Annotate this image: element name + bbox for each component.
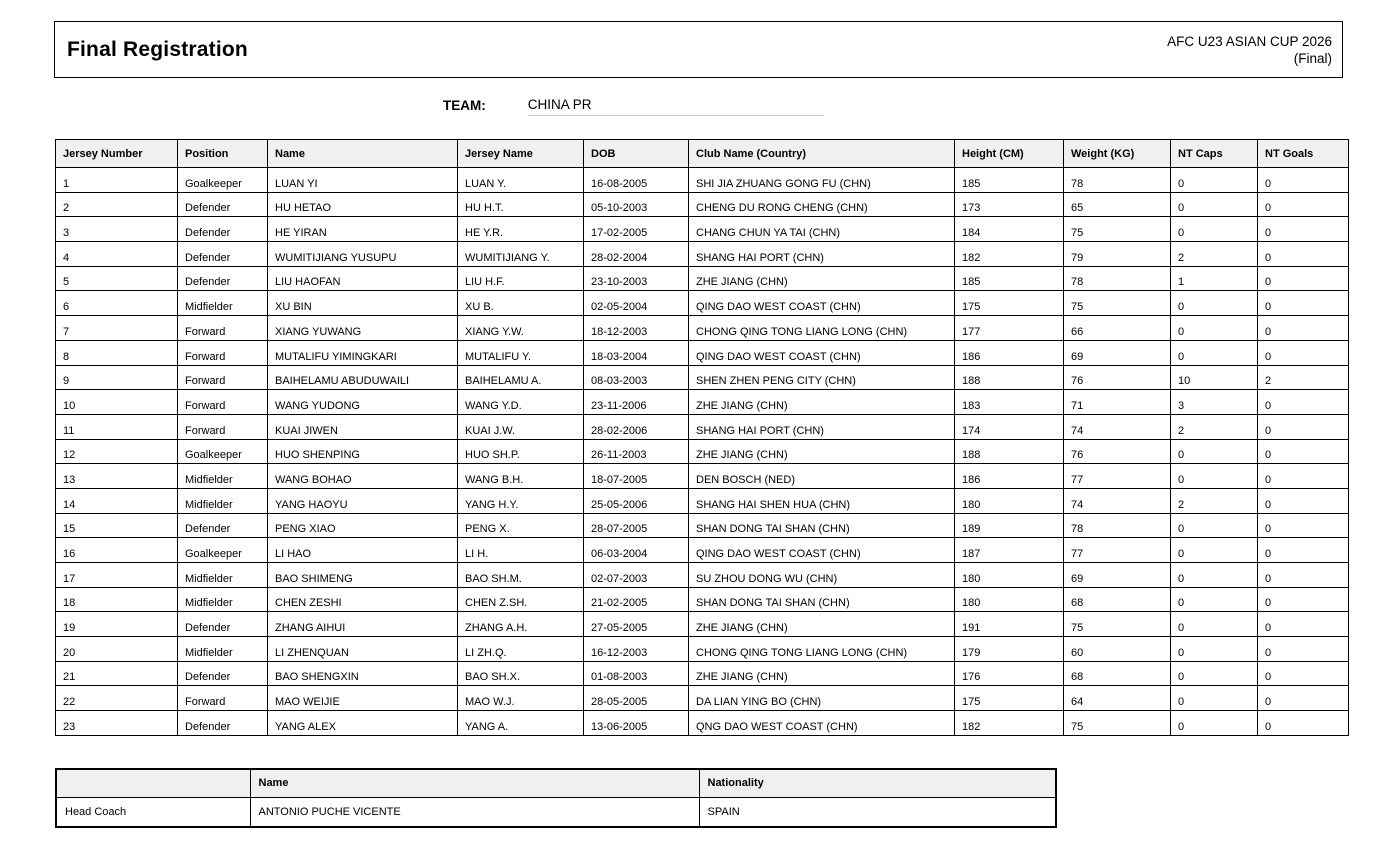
table-row (56, 797, 1056, 827)
cell: 2 (1171, 414, 1258, 439)
cell: 2 (56, 192, 178, 217)
cell: 191 (955, 612, 1064, 637)
cell: 0 (1171, 217, 1258, 242)
cell: HE Y.R. (458, 217, 584, 242)
cell: 3 (56, 217, 178, 242)
cell: 66 (1064, 316, 1171, 341)
cell: 13 (56, 464, 178, 489)
cell: 08-03-2003 (584, 365, 689, 390)
column-header: Jersey Name (458, 140, 584, 168)
cell: ZHANG AIHUI (268, 612, 458, 637)
table-row (56, 242, 1349, 267)
cell: HUO SH.P. (458, 439, 584, 464)
cell: Goalkeeper (178, 439, 268, 464)
cell: 0 (1171, 661, 1258, 686)
table-row (56, 661, 1349, 686)
cell: 175 (955, 291, 1064, 316)
cell: BAO SHENGXIN (268, 661, 458, 686)
cell: DEN BOSCH (NED) (689, 464, 955, 489)
cell: 69 (1064, 563, 1171, 588)
table-row (56, 192, 1349, 217)
cell: 0 (1258, 563, 1349, 588)
cell: 76 (1064, 365, 1171, 390)
cell: 1 (56, 168, 178, 193)
table-row (56, 488, 1349, 513)
cell: SHAN DONG TAI SHAN (CHN) (689, 587, 955, 612)
cell: 0 (1171, 686, 1258, 711)
cell: XU B. (458, 291, 584, 316)
cell: BAO SH.M. (458, 563, 584, 588)
cell: 0 (1258, 316, 1349, 341)
competition-title (1167, 33, 1332, 67)
cell: YANG H.Y. (458, 488, 584, 513)
cell: 0 (1258, 686, 1349, 711)
cell: ZHE JIANG (CHN) (689, 661, 955, 686)
cell: 189 (955, 513, 1064, 538)
competition-line2: (Final) (1293, 50, 1332, 66)
cell: 18-12-2003 (584, 316, 689, 341)
cell: 182 (955, 242, 1064, 267)
cell: 69 (1064, 340, 1171, 365)
cell: QING DAO WEST COAST (CHN) (689, 340, 955, 365)
cell: 76 (1064, 439, 1171, 464)
cell: SHEN ZHEN PENG CITY (CHN) (689, 365, 955, 390)
cell: 6 (56, 291, 178, 316)
cell: 02-05-2004 (584, 291, 689, 316)
cell: 0 (1258, 340, 1349, 365)
cell: 180 (955, 563, 1064, 588)
table-row (56, 266, 1349, 291)
cell: 175 (955, 686, 1064, 711)
cell: 0 (1171, 563, 1258, 588)
cell: 182 (955, 711, 1064, 736)
cell: QING DAO WEST COAST (CHN) (689, 538, 955, 563)
cell: 27-05-2005 (584, 612, 689, 637)
cell: ZHANG A.H. (458, 612, 584, 637)
column-header: Nationality (699, 769, 1056, 797)
cell: 75 (1064, 711, 1171, 736)
table-row (56, 563, 1349, 588)
cell: 0 (1258, 291, 1349, 316)
cell: Midfielder (178, 637, 268, 662)
table-row (56, 316, 1349, 341)
cell: BAO SHIMENG (268, 563, 458, 588)
table-row (56, 464, 1349, 489)
document-header (54, 21, 1343, 78)
cell: BAO SH.X. (458, 661, 584, 686)
cell: 18-03-2004 (584, 340, 689, 365)
cell: LI H. (458, 538, 584, 563)
table-row (56, 340, 1349, 365)
cell: 0 (1258, 439, 1349, 464)
column-header: Position (178, 140, 268, 168)
cell: 188 (955, 365, 1064, 390)
cell: SU ZHOU DONG WU (CHN) (689, 563, 955, 588)
cell: 186 (955, 340, 1064, 365)
cell: 0 (1258, 168, 1349, 193)
header-row (56, 769, 1056, 797)
column-header (56, 769, 250, 797)
cell: KUAI JIWEN (268, 414, 458, 439)
table-row (56, 168, 1349, 193)
table-row (56, 587, 1349, 612)
table-row (56, 414, 1349, 439)
cell: 0 (1171, 168, 1258, 193)
table-row (56, 291, 1349, 316)
cell: 180 (955, 587, 1064, 612)
cell: Forward (178, 365, 268, 390)
cell: SHI JIA ZHUANG GONG FU (CHN) (689, 168, 955, 193)
cell: 28-02-2004 (584, 242, 689, 267)
cell: XU BIN (268, 291, 458, 316)
cell: CHEN ZESHI (268, 587, 458, 612)
cell: SHANG HAI SHEN HUA (CHN) (689, 488, 955, 513)
cell: 0 (1171, 316, 1258, 341)
cell: 60 (1064, 637, 1171, 662)
cell: PENG XIAO (268, 513, 458, 538)
cell: Defender (178, 612, 268, 637)
cell: LIU HAOFAN (268, 266, 458, 291)
cell: Midfielder (178, 563, 268, 588)
cell: 1 (1171, 266, 1258, 291)
cell: 0 (1171, 612, 1258, 637)
cell: 19 (56, 612, 178, 637)
cell: 185 (955, 266, 1064, 291)
cell: CHONG QING TONG LIANG LONG (CHN) (689, 637, 955, 662)
cell: 18-07-2005 (584, 464, 689, 489)
column-header: Name (250, 769, 699, 797)
cell: CHEN Z.SH. (458, 587, 584, 612)
cell: WANG BOHAO (268, 464, 458, 489)
cell: Midfielder (178, 488, 268, 513)
cell: LUAN YI (268, 168, 458, 193)
cell: YANG A. (458, 711, 584, 736)
cell: 0 (1171, 464, 1258, 489)
cell: 28-05-2005 (584, 686, 689, 711)
cell: 0 (1258, 661, 1349, 686)
cell: 75 (1064, 291, 1171, 316)
cell: 0 (1258, 612, 1349, 637)
cell: 0 (1171, 439, 1258, 464)
cell: 28-07-2005 (584, 513, 689, 538)
cell: 2 (1171, 242, 1258, 267)
page-title: Final Registration (67, 37, 248, 61)
cell: 2 (1171, 488, 1258, 513)
cell: Midfielder (178, 587, 268, 612)
cell: 21-02-2005 (584, 587, 689, 612)
table-row (56, 513, 1349, 538)
table-row (56, 390, 1349, 415)
cell: 68 (1064, 587, 1171, 612)
column-header: Height (CM) (955, 140, 1064, 168)
cell: HUO SHENPING (268, 439, 458, 464)
cell: 0 (1171, 340, 1258, 365)
cell: ZHE JIANG (CHN) (689, 266, 955, 291)
cell: 0 (1258, 711, 1349, 736)
cell: 17-02-2005 (584, 217, 689, 242)
cell: LI ZHENQUAN (268, 637, 458, 662)
cell: 26-11-2003 (584, 439, 689, 464)
cell: 0 (1171, 192, 1258, 217)
cell: YANG ALEX (268, 711, 458, 736)
cell: MAO W.J. (458, 686, 584, 711)
cell: Defender (178, 242, 268, 267)
cell: 0 (1258, 266, 1349, 291)
cell: HU H.T. (458, 192, 584, 217)
cell: CHENG DU RONG CHENG (CHN) (689, 192, 955, 217)
cell: 0 (1258, 587, 1349, 612)
cell: Goalkeeper (178, 538, 268, 563)
cell: 0 (1258, 513, 1349, 538)
cell: 0 (1258, 192, 1349, 217)
cell: WUMITIJIANG YUSUPU (268, 242, 458, 267)
cell: 7 (56, 316, 178, 341)
cell: 0 (1171, 291, 1258, 316)
cell: 0 (1171, 538, 1258, 563)
cell: Defender (178, 661, 268, 686)
cell: 65 (1064, 192, 1171, 217)
cell: PENG X. (458, 513, 584, 538)
cell: 74 (1064, 488, 1171, 513)
cell: XIANG YUWANG (268, 316, 458, 341)
table-row (56, 612, 1349, 637)
cell: 74 (1064, 414, 1171, 439)
cell: 11 (56, 414, 178, 439)
cell: ZHE JIANG (CHN) (689, 612, 955, 637)
cell: HU HETAO (268, 192, 458, 217)
cell: 23 (56, 711, 178, 736)
cell: 75 (1064, 612, 1171, 637)
cell: BAIHELAMU A. (458, 365, 584, 390)
cell: Midfielder (178, 464, 268, 489)
cell: Defender (178, 266, 268, 291)
table-row (56, 439, 1349, 464)
cell: Goalkeeper (178, 168, 268, 193)
table-row (56, 538, 1349, 563)
cell: WANG B.H. (458, 464, 584, 489)
table-row (56, 217, 1349, 242)
cell: 71 (1064, 390, 1171, 415)
cell: 68 (1064, 661, 1171, 686)
cell: 13-06-2005 (584, 711, 689, 736)
officials-table (55, 768, 1057, 828)
cell: Defender (178, 513, 268, 538)
cell: 64 (1064, 686, 1171, 711)
cell: SHANG HAI PORT (CHN) (689, 414, 955, 439)
cell: Forward (178, 686, 268, 711)
cell: 10 (1171, 365, 1258, 390)
cell: LI ZH.Q. (458, 637, 584, 662)
cell: 16-12-2003 (584, 637, 689, 662)
cell: 05-10-2003 (584, 192, 689, 217)
cell: 4 (56, 242, 178, 267)
cell: 21 (56, 661, 178, 686)
cell: Forward (178, 414, 268, 439)
column-header: Name (268, 140, 458, 168)
cell: CHONG QING TONG LIANG LONG (CHN) (689, 316, 955, 341)
cell: LUAN Y. (458, 168, 584, 193)
cell: Forward (178, 390, 268, 415)
column-header: Club Name (Country) (689, 140, 955, 168)
cell: SHAN DONG TAI SHAN (CHN) (689, 513, 955, 538)
header-row (56, 140, 1349, 168)
cell: QNG DAO WEST COAST (CHN) (689, 711, 955, 736)
column-header: DOB (584, 140, 689, 168)
cell: MUTALIFU YIMINGKARI (268, 340, 458, 365)
cell: XIANG Y.W. (458, 316, 584, 341)
cell: Defender (178, 711, 268, 736)
cell: 10 (56, 390, 178, 415)
cell: 78 (1064, 513, 1171, 538)
cell: WANG Y.D. (458, 390, 584, 415)
cell: BAIHELAMU ABUDUWAILI (268, 365, 458, 390)
competition-line1: AFC U23 ASIAN CUP 2026 (1167, 33, 1332, 49)
cell: ZHE JIANG (CHN) (689, 390, 955, 415)
cell: 180 (955, 488, 1064, 513)
roster-table (55, 139, 1349, 736)
cell: 25-05-2006 (584, 488, 689, 513)
cell: Forward (178, 316, 268, 341)
cell: SHANG HAI PORT (CHN) (689, 242, 955, 267)
cell: 77 (1064, 538, 1171, 563)
cell: 0 (1258, 414, 1349, 439)
table-row (56, 711, 1349, 736)
team-label: TEAM: (443, 98, 486, 113)
table-row (56, 637, 1349, 662)
cell: 0 (1171, 637, 1258, 662)
cell: 0 (1258, 390, 1349, 415)
cell: 79 (1064, 242, 1171, 267)
cell: Midfielder (178, 291, 268, 316)
cell: Defender (178, 192, 268, 217)
cell: 3 (1171, 390, 1258, 415)
cell: WANG YUDONG (268, 390, 458, 415)
cell: YANG HAOYU (268, 488, 458, 513)
cell: 0 (1258, 217, 1349, 242)
cell: 0 (1171, 513, 1258, 538)
column-header: NT Caps (1171, 140, 1258, 168)
cell: MAO WEIJIE (268, 686, 458, 711)
cell: 173 (955, 192, 1064, 217)
cell: SPAIN (699, 797, 1056, 827)
cell: 0 (1171, 711, 1258, 736)
column-header: NT Goals (1258, 140, 1349, 168)
cell: 185 (955, 168, 1064, 193)
cell: Forward (178, 340, 268, 365)
cell: 18 (56, 587, 178, 612)
cell: 188 (955, 439, 1064, 464)
cell: 06-03-2004 (584, 538, 689, 563)
cell: 17 (56, 563, 178, 588)
cell: 0 (1258, 538, 1349, 563)
cell: QING DAO WEST COAST (CHN) (689, 291, 955, 316)
cell: 78 (1064, 266, 1171, 291)
cell: 20 (56, 637, 178, 662)
cell: 0 (1258, 488, 1349, 513)
cell: MUTALIFU Y. (458, 340, 584, 365)
cell: 0 (1171, 587, 1258, 612)
table-row (56, 365, 1349, 390)
cell: CHANG CHUN YA TAI (CHN) (689, 217, 955, 242)
cell: 78 (1064, 168, 1171, 193)
cell: 184 (955, 217, 1064, 242)
cell: 12 (56, 439, 178, 464)
cell: LIU H.F. (458, 266, 584, 291)
table-row (56, 686, 1349, 711)
cell: 179 (955, 637, 1064, 662)
cell: 28-02-2006 (584, 414, 689, 439)
cell: 15 (56, 513, 178, 538)
cell: 0 (1258, 242, 1349, 267)
cell: 9 (56, 365, 178, 390)
cell: HE YIRAN (268, 217, 458, 242)
cell: 183 (955, 390, 1064, 415)
cell: 186 (955, 464, 1064, 489)
team-value: CHINA PR (528, 97, 824, 116)
cell: 16 (56, 538, 178, 563)
cell: ZHE JIANG (CHN) (689, 439, 955, 464)
cell: 77 (1064, 464, 1171, 489)
cell: 174 (955, 414, 1064, 439)
cell: DA LIAN YING BO (CHN) (689, 686, 955, 711)
cell: 02-07-2003 (584, 563, 689, 588)
cell: 0 (1258, 637, 1349, 662)
cell: 5 (56, 266, 178, 291)
cell: 75 (1064, 217, 1171, 242)
cell: ANTONIO PUCHE VICENTE (250, 797, 699, 827)
cell: 177 (955, 316, 1064, 341)
cell: 22 (56, 686, 178, 711)
cell: 01-08-2003 (584, 661, 689, 686)
cell: 187 (955, 538, 1064, 563)
cell: 0 (1258, 464, 1349, 489)
cell: 2 (1258, 365, 1349, 390)
cell: 23-11-2006 (584, 390, 689, 415)
cell: Head Coach (56, 797, 250, 827)
cell: 8 (56, 340, 178, 365)
cell: KUAI J.W. (458, 414, 584, 439)
cell: 14 (56, 488, 178, 513)
cell: 176 (955, 661, 1064, 686)
cell: WUMITIJIANG Y. (458, 242, 584, 267)
cell: Defender (178, 217, 268, 242)
column-header: Jersey Number (56, 140, 178, 168)
cell: LI HAO (268, 538, 458, 563)
team-line (443, 97, 824, 116)
column-header: Weight (KG) (1064, 140, 1171, 168)
cell: 23-10-2003 (584, 266, 689, 291)
cell: 16-08-2005 (584, 168, 689, 193)
